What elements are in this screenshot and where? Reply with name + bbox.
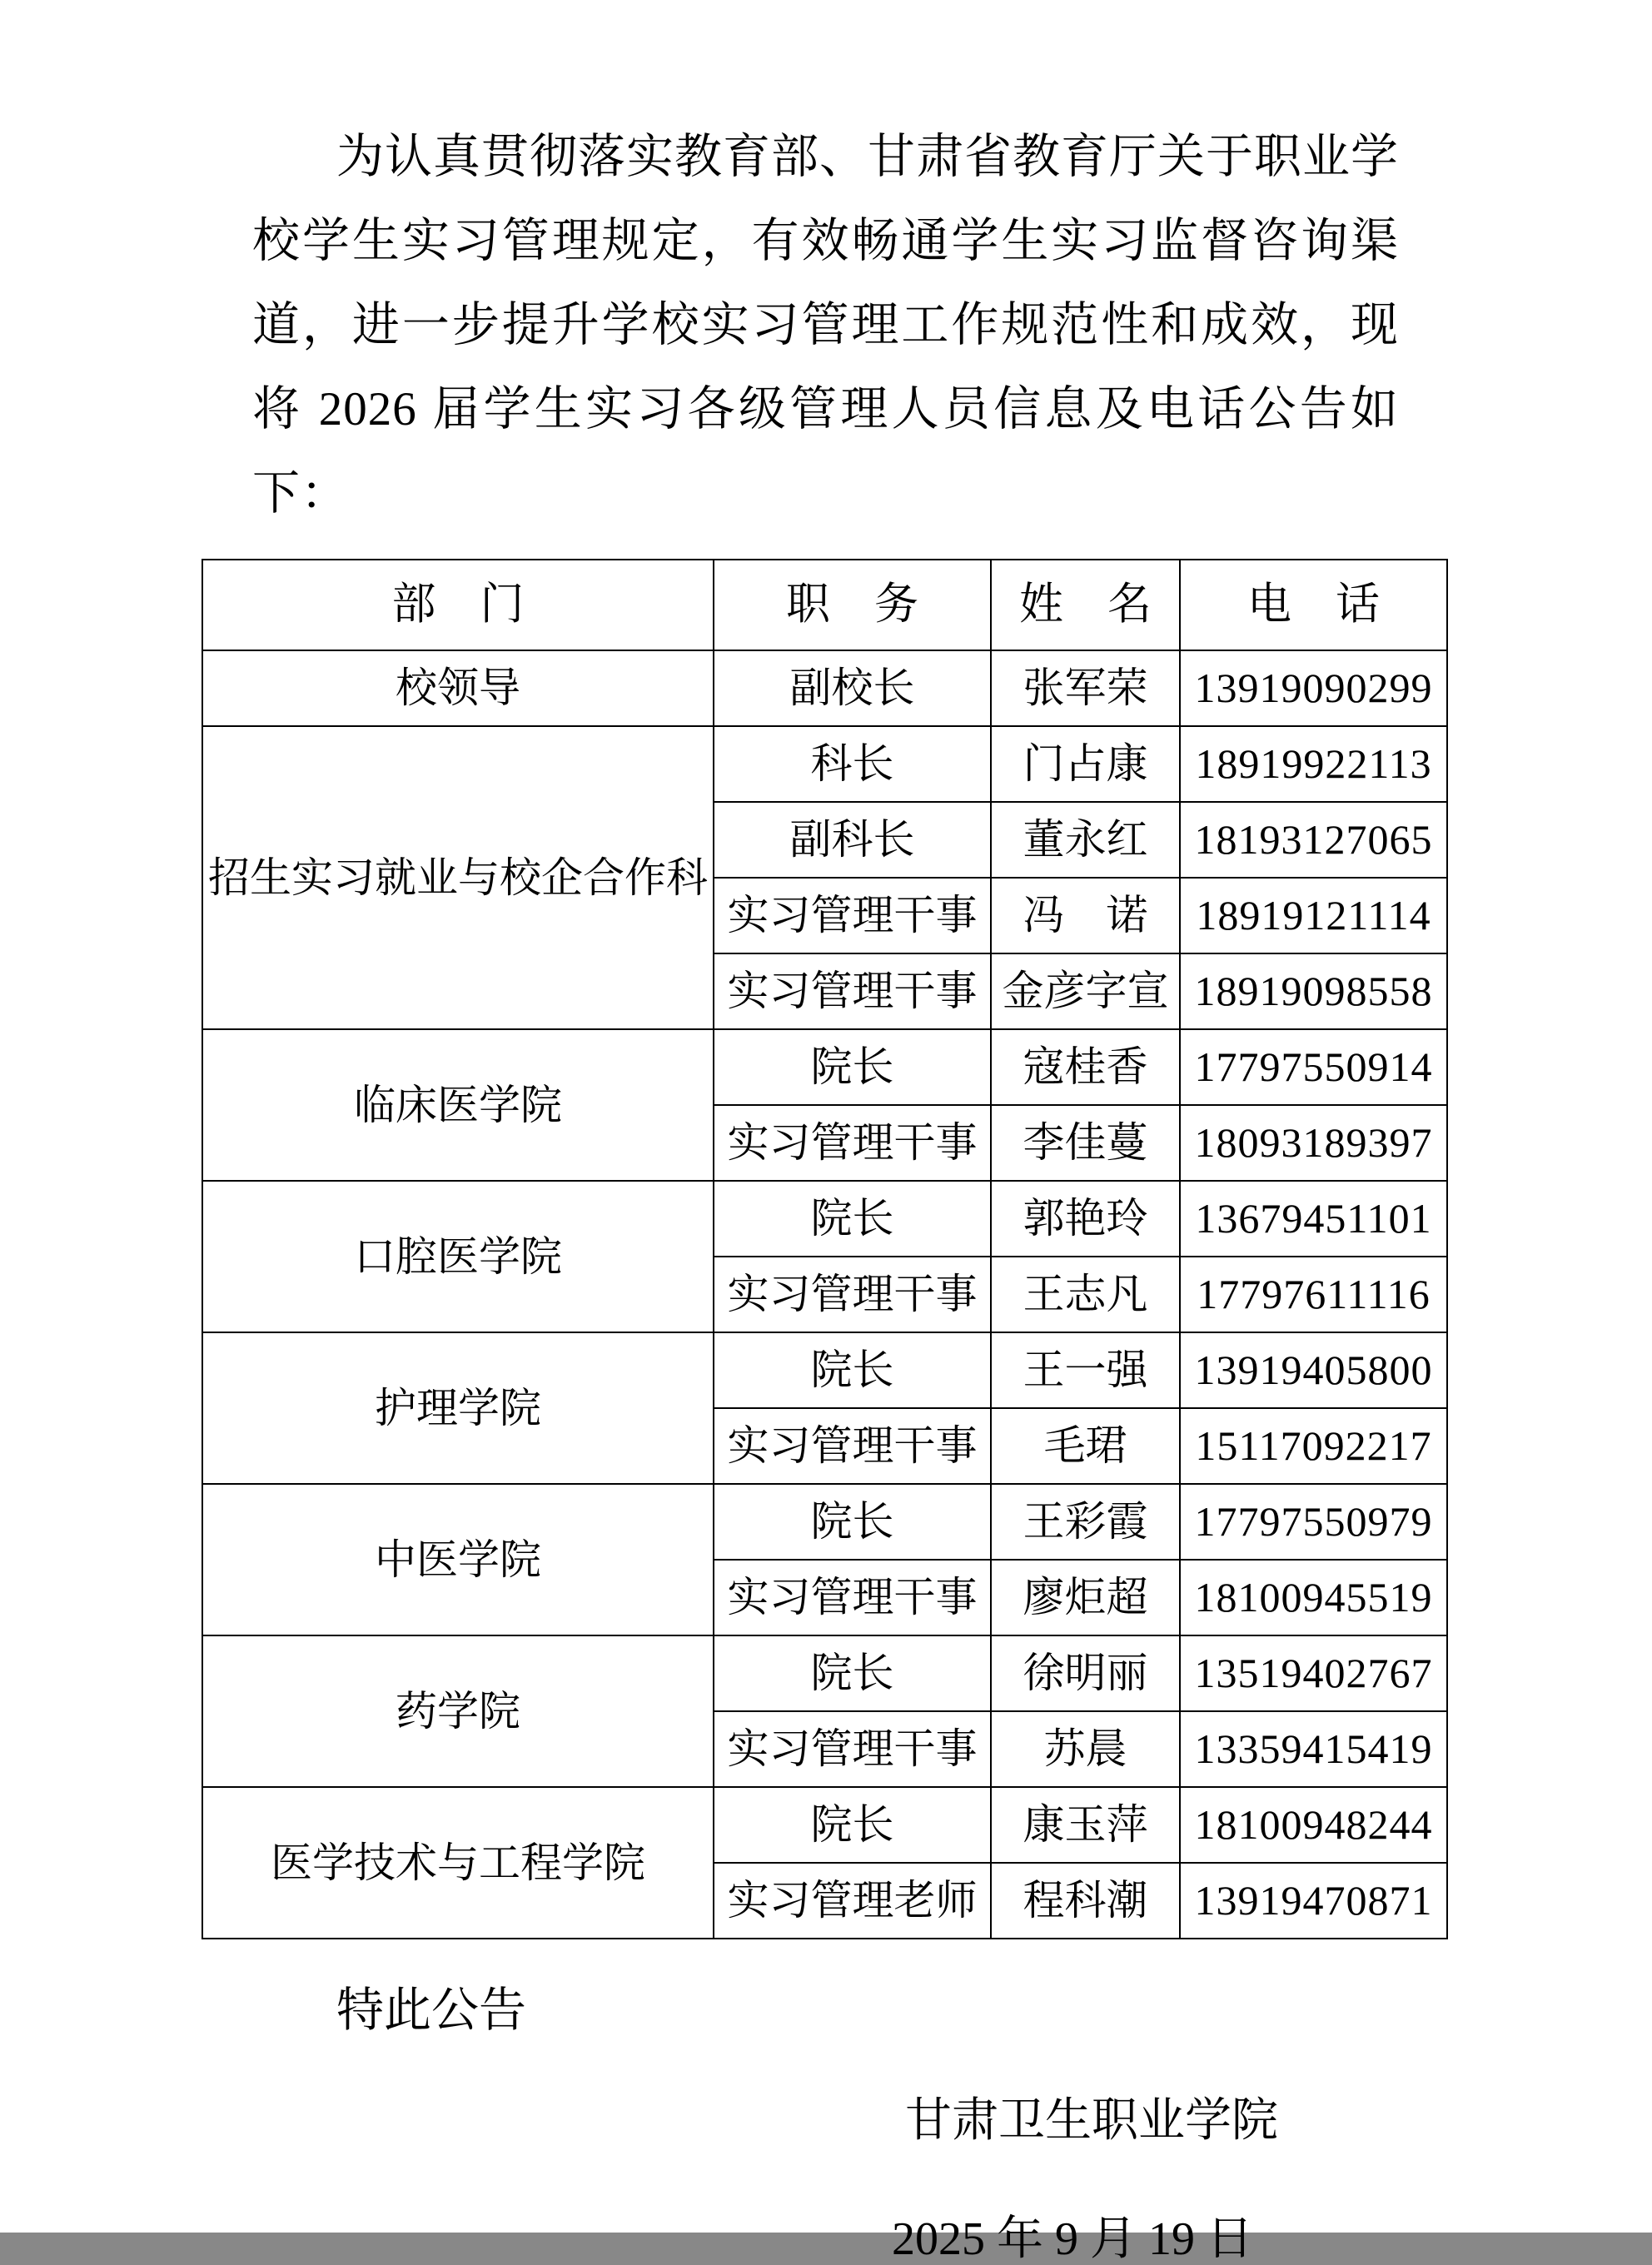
col-header-name: 姓 名 <box>991 560 1180 650</box>
table-row <box>202 1787 1447 1863</box>
title-cell: 院长 <box>714 1787 991 1863</box>
department-cell: 中医学院 <box>202 1484 714 1635</box>
department-cell: 药学院 <box>202 1635 714 1787</box>
name-cell: 董永红 <box>991 802 1180 878</box>
col-header-department: 部 门 <box>202 560 714 650</box>
col-header-phone: 电 话 <box>1180 560 1447 650</box>
title-cell: 实习管理干事 <box>714 953 991 1029</box>
name-cell: 门占康 <box>991 726 1180 802</box>
name-cell: 毛珺 <box>991 1408 1180 1484</box>
name-cell: 苏晨 <box>991 1711 1180 1787</box>
phone-cell: 13679451101 <box>1180 1181 1447 1257</box>
name-cell: 冯 诺 <box>991 878 1180 953</box>
phone-cell: 18919098558 <box>1180 953 1447 1029</box>
department-cell: 校领导 <box>202 650 714 726</box>
title-cell: 科长 <box>714 726 991 802</box>
title-cell: 院长 <box>714 1484 991 1560</box>
title-cell: 副科长 <box>714 802 991 878</box>
table-row <box>202 1181 1447 1257</box>
name-cell: 徐明丽 <box>991 1635 1180 1711</box>
department-cell: 口腔医学院 <box>202 1181 714 1332</box>
table-row <box>202 726 1447 802</box>
title-cell: 实习管理干事 <box>714 1105 991 1181</box>
title-cell: 副校长 <box>714 650 991 726</box>
department-cell: 医学技术与工程学院 <box>202 1787 714 1939</box>
table-row <box>202 1029 1447 1105</box>
phone-cell: 13519402767 <box>1180 1635 1447 1711</box>
table-row <box>202 1332 1447 1408</box>
phone-cell: 13919090299 <box>1180 650 1447 726</box>
department-cell: 临床医学院 <box>202 1029 714 1181</box>
department-cell: 招生实习就业与校企合作科 <box>202 726 714 1029</box>
name-cell: 郭艳玲 <box>991 1181 1180 1257</box>
title-cell: 实习管理干事 <box>714 1560 991 1635</box>
header-row <box>202 560 1447 650</box>
signature-organization: 甘肃卫生职业学院 <box>905 2095 1278 2147</box>
phone-cell: 18193127065 <box>1180 802 1447 878</box>
title-cell: 实习管理干事 <box>714 1408 991 1484</box>
phone-cell: 18100948244 <box>1180 1787 1447 1863</box>
phone-cell: 18919121114 <box>1180 878 1447 953</box>
name-cell: 廖炬超 <box>991 1560 1180 1635</box>
name-cell: 王志凡 <box>991 1257 1180 1332</box>
title-cell: 实习管理老师 <box>714 1863 991 1939</box>
intro-paragraph: 为认真贯彻落实教育部、甘肃省教育厅关于职业学校学生实习管理规定，有效畅通学生实习监督咨询渠道，进一步提升学校实习管理工作规范性和成效，现将 2026 届学生实习各级管理人员信息及电话公告如下： <box>252 131 1399 520</box>
title-cell: 院长 <box>714 1181 991 1257</box>
contact-table <box>202 559 1448 1939</box>
title-cell: 院长 <box>714 1332 991 1408</box>
phone-cell: 17797550979 <box>1180 1484 1447 1560</box>
phone-cell: 13919405800 <box>1180 1332 1447 1408</box>
signature-date: 2025 年 9 月 19 日 <box>892 2213 1253 2265</box>
table-row <box>202 650 1447 726</box>
title-cell: 院长 <box>714 1635 991 1711</box>
name-cell: 寇桂香 <box>991 1029 1180 1105</box>
name-cell: 康玉萍 <box>991 1787 1180 1863</box>
title-cell: 实习管理干事 <box>714 878 991 953</box>
name-cell: 王一强 <box>991 1332 1180 1408</box>
department-cell: 护理学院 <box>202 1332 714 1484</box>
closing-statement: 特此公告 <box>336 1984 526 2037</box>
contact-table-wrapper <box>202 559 1652 1939</box>
phone-cell: 17797611116 <box>1180 1257 1447 1332</box>
col-header-title: 职 务 <box>714 560 991 650</box>
name-cell: 李佳蔓 <box>991 1105 1180 1181</box>
phone-cell: 15117092217 <box>1180 1408 1447 1484</box>
phone-cell: 13359415419 <box>1180 1711 1447 1787</box>
phone-cell: 17797550914 <box>1180 1029 1447 1105</box>
name-cell: 程科潮 <box>991 1863 1180 1939</box>
title-cell: 院长 <box>714 1029 991 1105</box>
table-row <box>202 1484 1447 1560</box>
phone-cell: 18100945519 <box>1180 1560 1447 1635</box>
name-cell: 金彦字宣 <box>991 953 1180 1029</box>
name-cell: 王彩霞 <box>991 1484 1180 1560</box>
name-cell: 张军荣 <box>991 650 1180 726</box>
title-cell: 实习管理干事 <box>714 1711 991 1787</box>
phone-cell: 18093189397 <box>1180 1105 1447 1181</box>
title-cell: 实习管理干事 <box>714 1257 991 1332</box>
table-row <box>202 1635 1447 1711</box>
phone-cell: 13919470871 <box>1180 1863 1447 1939</box>
phone-cell: 18919922113 <box>1180 726 1447 802</box>
